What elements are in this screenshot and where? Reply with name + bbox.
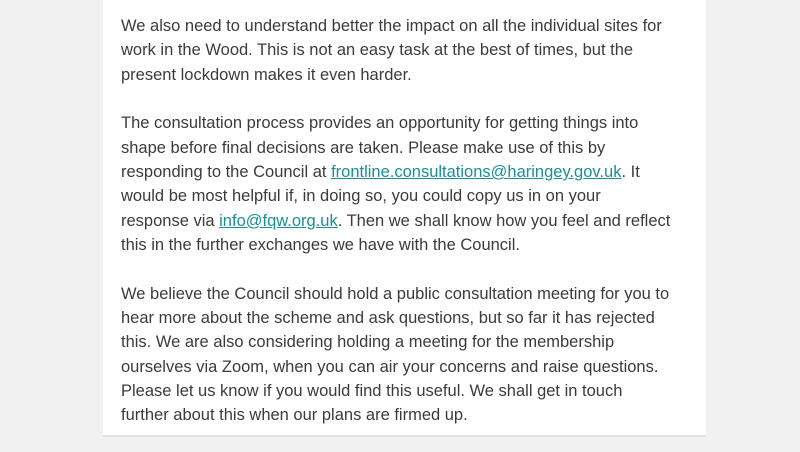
paragraph-text: . Then we shall know how you feel and reflect this in the further exchanges we have with the Council. xyxy=(121,211,671,254)
paragraph-text: . It would be most helpful if, in doing so, you could copy us in on your response via xyxy=(121,162,640,230)
council-email-link[interactable]: frontline.consultations@haringey.gov.uk xyxy=(331,162,622,181)
paragraph-meeting: We believe the Council should hold a public consultation meeting for you to hear more about the scheme and ask questions, but so far it has rejected this. We are also considering holding a meeting for the membership ourselves via Zoom, when you can air your concerns and raise questions. Please let us know if you would find this useful. We shall get in touch further about this when our plans are firmed up. xyxy=(121,284,670,425)
paragraph-text: The consultation process provides an opportunity for getting things into shape before final decisions are taken. Please make use of this by responding to the Council at xyxy=(121,114,639,181)
document-page xyxy=(103,0,706,437)
paragraph-impact: We also need to understand better the impact on all the individual sites for work in the Wood. This is not an easy task at the best of times, but the present lockdown makes it even harder. xyxy=(121,17,662,84)
paragraph-consultation xyxy=(121,111,701,257)
email-body xyxy=(121,14,701,452)
fqw-email-link[interactable]: info@fqw.org.uk xyxy=(219,211,338,230)
